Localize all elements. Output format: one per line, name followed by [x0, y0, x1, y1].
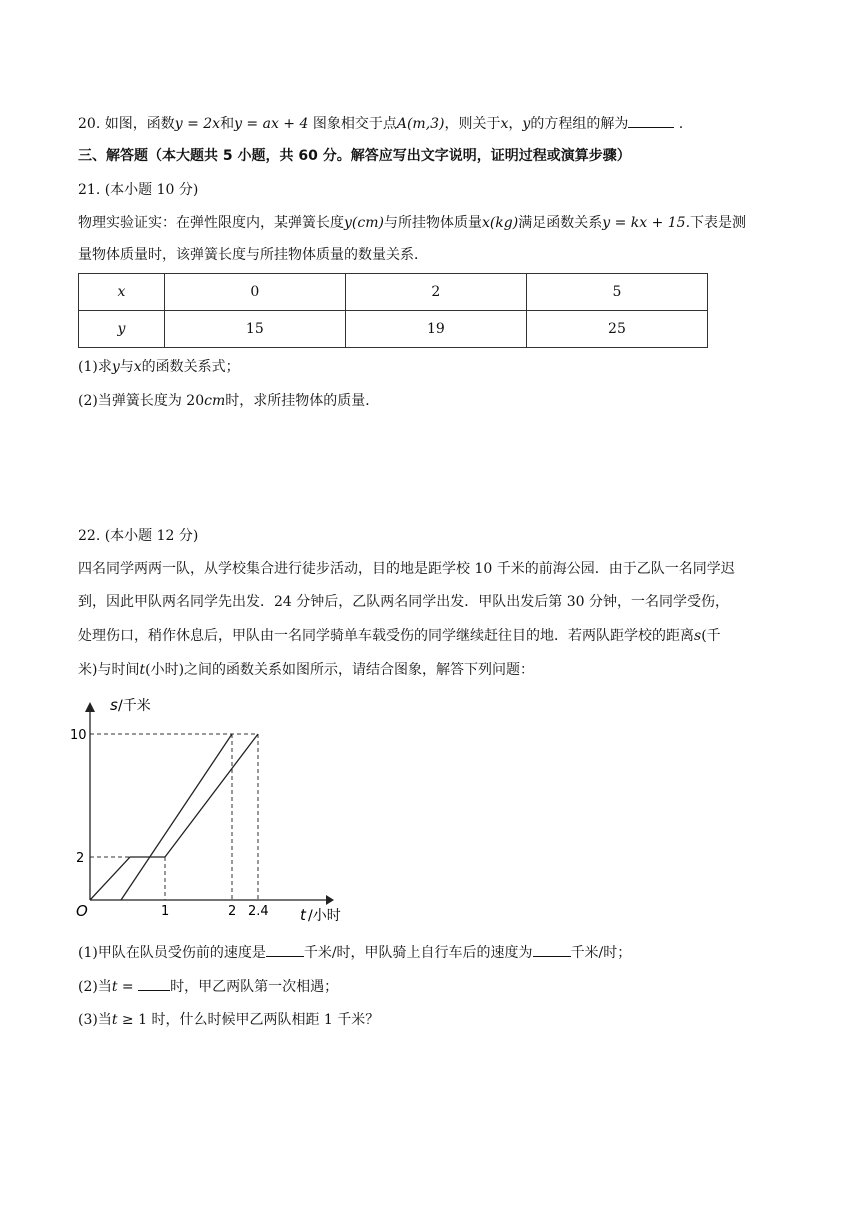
q21-text: .下表是测	[685, 215, 747, 231]
q21-text: 的函数关系式；	[141, 359, 240, 375]
q21-paragraph-line-1	[78, 213, 746, 233]
team-a-line	[90, 734, 258, 900]
q22-text: 千米/时，甲队骑上自行车后的速度为	[303, 945, 533, 961]
q22-text: 处理伤口，稍作休息后，甲队由一名同学骑单车载受伤的同学继续赶往目的地．若两队距学校的距离	[78, 628, 694, 644]
q22-paragraph-line-4	[78, 660, 534, 680]
q22-var-s: s	[694, 628, 702, 644]
x-tick-label: 1	[161, 904, 170, 919]
x-axis-label-var: t	[300, 906, 306, 924]
q21-part-1	[78, 357, 240, 377]
q21-text: 时，求所挂物体的质量．	[225, 393, 380, 409]
y-tick-label: 10	[70, 728, 87, 743]
q20-text: ，	[508, 116, 523, 132]
q22-var-t: t	[111, 979, 118, 995]
q22-text: =	[117, 979, 139, 995]
q21-paragraph-line-2: 量物体质量时，该弹簧长度与所挂物体质量的数量关系．	[78, 247, 428, 263]
q22-part-1	[78, 942, 631, 963]
y-axis-label-var: s	[110, 696, 118, 714]
table-cell: x	[79, 274, 165, 311]
x-axis-label-unit: /小时	[308, 908, 341, 924]
q21-function: y = kx + 15	[602, 215, 686, 231]
q22-text: (1)甲队在队员受伤前的速度是	[78, 945, 266, 961]
q22-answer-blank	[266, 942, 304, 957]
q20-answer-blank	[628, 113, 674, 128]
q21-text: 与	[119, 359, 134, 375]
q22-answer-blank	[138, 976, 170, 991]
q20-equation-2: y = ax + 4	[234, 116, 309, 132]
table-cell: 0	[164, 274, 345, 311]
q21-text: (1)求	[78, 359, 112, 375]
q20-text: .	[674, 116, 684, 132]
q20-var-x: x	[500, 116, 509, 132]
q22-part-2	[78, 976, 338, 997]
x-tick-label: 2.4	[248, 904, 269, 919]
q22-part-3	[78, 1010, 379, 1030]
q21-text: (2)当弹簧长度为 20	[78, 393, 205, 409]
x-tick-label: 2	[228, 904, 237, 919]
q22-var-t: t	[111, 1012, 118, 1028]
q22-answer-blank	[533, 942, 571, 957]
q21-data-table	[78, 273, 708, 348]
q20-text: 图象相交于点	[308, 116, 397, 132]
q22-paragraph-line-2: 到，因此甲队两名同学先出发．24 分钟后，乙队两名同学出发．甲队出发后第 30 分钟，一名同学受伤，	[78, 594, 729, 610]
table-row	[79, 274, 708, 311]
table-cell: 19	[345, 311, 526, 348]
q22-text: 千米/时；	[570, 945, 632, 961]
y-axis-arrow-icon	[85, 702, 95, 712]
table-cell: 15	[164, 311, 345, 348]
table-cell: 5	[526, 274, 707, 311]
q20-point: A(m,3)	[396, 116, 445, 132]
q22-text: 时，甲乙两队第一次相遇；	[170, 979, 339, 995]
q21-var: y	[111, 359, 120, 375]
q21-var-x-kg: x(kg)	[481, 215, 519, 231]
q20-var-y: y	[522, 116, 531, 132]
q20-text: ，则关于	[444, 116, 501, 132]
table-cell: y	[79, 311, 165, 348]
q21-var: x	[133, 359, 142, 375]
q22-text: (3)当	[78, 1012, 112, 1028]
q22-text: ≥ 1 时，什么时候甲乙两队相距 1 千米？	[117, 1012, 380, 1028]
team-b-line	[121, 734, 232, 900]
table-cell: 2	[345, 274, 526, 311]
table-row	[79, 311, 708, 348]
q20-text: 20. 如图，函数	[78, 116, 175, 132]
y-axis-label-unit: /千米	[118, 698, 151, 714]
q21-part-2	[78, 391, 379, 411]
origin-label: O	[76, 902, 88, 920]
y-tick-label: 2	[76, 851, 85, 866]
q22-paragraph-line-1: 四名同学两两一队，从学校集合进行徒步活动，目的地是距学校 10 千米的前海公园．由于乙队一名同学迟	[78, 561, 735, 577]
q20-text: 和	[220, 116, 235, 132]
section-3-heading: 三、解答题（本大题共 5 小题，共 60 分。解答应写出文字说明，证明过程或演算步骤）	[78, 148, 631, 164]
question-22-header: 22. (本小题 12 分)	[78, 528, 199, 544]
q22-text: 米)与时间	[78, 662, 140, 678]
question-20	[78, 113, 683, 134]
q21-var-y-cm: y(cm)	[344, 215, 384, 231]
q22-paragraph-line-3	[78, 626, 721, 646]
distance-time-graph	[70, 690, 368, 930]
q20-text: 的方程组的解为	[530, 116, 629, 132]
q21-text: 与所挂物体质量	[383, 215, 482, 231]
q20-equation-1: y = 2x	[174, 116, 221, 132]
question-21-header: 21. (本小题 10 分)	[78, 182, 199, 198]
x-axis-arrow-icon	[326, 895, 334, 905]
table-cell: 25	[526, 311, 707, 348]
q21-text: 满足函数关系	[518, 215, 603, 231]
q21-text: 物理实验证实：在弹性限度内，某弹簧长度	[78, 215, 344, 231]
q22-text: (千	[701, 628, 721, 644]
q22-text: (小时)之间的函数关系如图所示，请结合图象，解答下列问题：	[145, 662, 535, 678]
q22-var-t: t	[139, 662, 146, 678]
q21-unit: cm	[204, 393, 226, 409]
q22-text: (2)当	[78, 979, 112, 995]
